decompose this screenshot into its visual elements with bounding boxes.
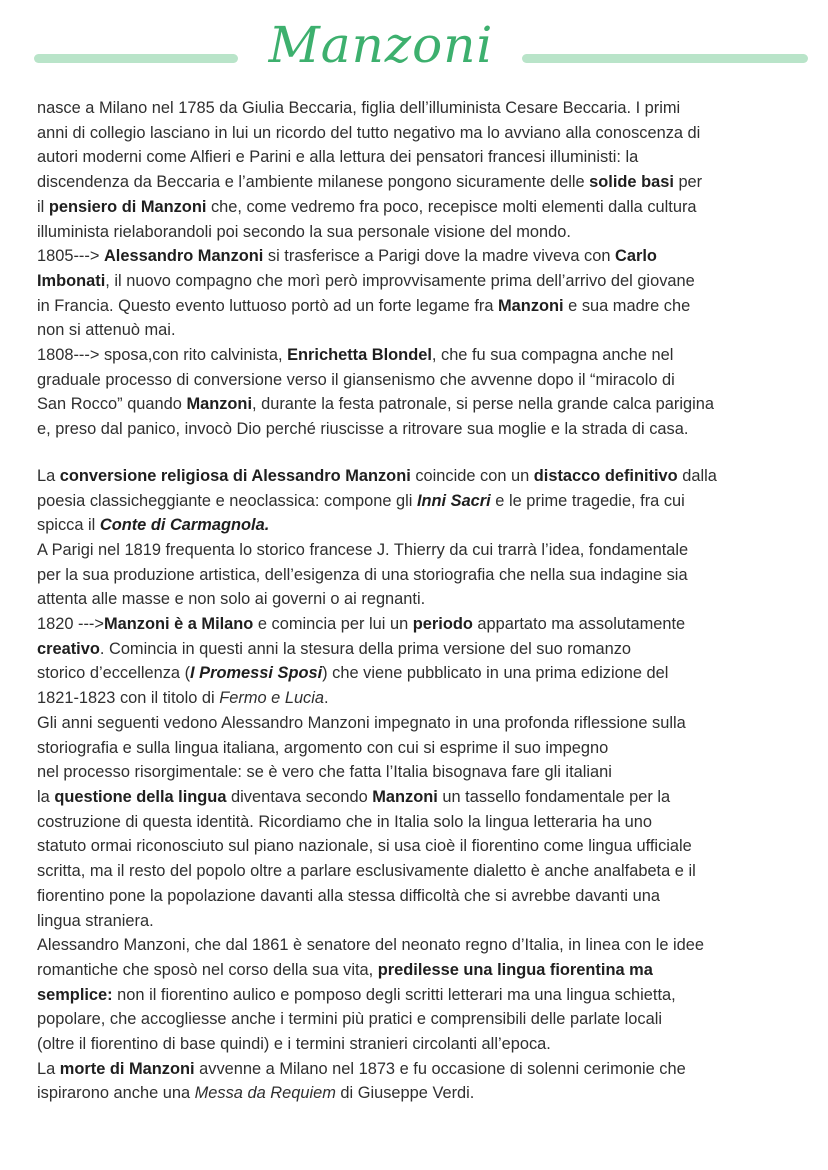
body-text: e le prime tragedie, fra cui [490,491,685,510]
body-text: di Giuseppe Verdi. [335,1084,475,1103]
body-text: costruzione di questa identità. Ricordiamo che in Italia solo la lingua letteraria ha uno [37,812,653,831]
body-text: Alessandro Manzoni, che dal 1861 è senatore del neonato regno d’Italia, in linea con le idee [37,936,705,955]
emphasis-text: periodo [412,615,473,634]
text-line [37,1057,797,1082]
body-text: il [37,197,49,216]
text-line [37,294,797,319]
body-text: dalla [677,466,717,485]
text-line [37,958,797,983]
emphasis-text: morte di Manzoni [59,1059,195,1078]
body-text: storico d’eccellenza ( [37,664,191,683]
body-text: San Rocco” quando [37,395,187,414]
body-text: per [673,173,703,192]
text-line [37,343,797,368]
text-line [37,785,797,810]
body-text: in Francia. Questo evento luttuoso portò ad un forte legame fra [37,296,499,315]
emphasis-text: Manzoni [186,395,252,414]
body-text: illuminista rielaborandoli poi secondo la sua personale visione del mondo. [37,222,571,241]
emphasis-text: Alessandro Manzoni [103,247,264,266]
header-rule-right [522,54,808,63]
text-line [37,859,797,884]
body-text: un tassello fondamentale per la [437,787,671,806]
page-header [0,16,828,92]
paragraph-gap [37,442,797,464]
text-line [37,909,797,934]
body-text: statuto ormai riconosciuto sul piano nazionale, si usa cioè il fiorentino come lingua ufficiale [37,837,692,856]
text-line [37,195,797,220]
italic-text: Fermo e Lucia [219,689,325,708]
text-line [37,1007,797,1032]
text-line [37,563,797,588]
text-line [37,220,797,245]
body-text: la [37,787,55,806]
text-line [37,884,797,909]
body-text: ispirarono anche una [37,1084,195,1103]
text-line [37,983,797,1008]
emphasis-text: Enrichetta Blondel [287,346,432,365]
body-text: popolare, che accogliesse anche i termini più pratici e comprensibili delle parlate locali [37,1010,662,1029]
body-text: , durante la festa patronale, si perse nella grande calca parigina [252,395,714,414]
body-text: fiorentino pone la popolazione davanti alla stessa difficoltà che si avrebbe davanti una [37,886,660,905]
body-text: 1820 ---> [37,615,104,634]
emphasis-text: semplice: [37,985,113,1004]
body-text: appartato ma assolutamente [472,615,686,634]
body-text: La [37,1059,60,1078]
body-text: e sua madre che [563,296,691,315]
body-text: anni di collegio lasciano in lui un ricordo del tutto negativo ma lo avviano alla conoscenza di [37,123,701,142]
text-line [37,538,797,563]
emphasis-text: I Promessi Sposi [190,664,323,683]
body-text: non il fiorentino aulico e pomposo degli scritti letterari ma una lingua schietta, [112,985,676,1004]
text-line [37,587,797,612]
body-text: attenta alle masse e non solo ai governi o ai regnanti. [37,590,426,609]
emphasis-text: Carlo [615,247,657,266]
emphasis-text: Manzoni [498,296,564,315]
body-text: graduale processo di conversione verso il giansenismo che avvenne dopo il “miracolo di [37,370,675,389]
body-text: La [37,466,60,485]
body-text: non si attenuò mai. [37,321,176,340]
body-text: romantiche che sposò nel corso della sua vita, [37,960,378,979]
body-text: , che fu sua compagna anche nel [431,346,674,365]
text-line [37,834,797,859]
text-line [37,933,797,958]
text-line [37,244,797,269]
text-line [37,368,797,393]
body-text: autori moderni come Alfieri e Parini e alla lettura dei pensatori francesi illuministi: la [37,148,639,167]
body-text: e, preso dal panico, invocò Dio perché riuscisse a ritrovare sua moglie e la strada di casa. [37,420,689,439]
emphasis-text: distacco definitivo [533,466,678,485]
emphasis-text: Imbonati [37,271,106,290]
text-line [37,392,797,417]
body-text: si trasferisce a Parigi dove la madre viveva con [263,247,615,266]
body-text: e comincia per lui un [253,615,413,634]
body-text: . Comincia in questi anni la stesura della prima versione del suo romanzo [99,639,632,658]
body-text: ) che viene pubblicato in una prima edizione del [322,664,669,683]
body-text: Gli anni seguenti vedono Alessandro Manzoni impegnato in una profonda riflessione sulla [37,713,686,732]
emphasis-text: Conte di Carmagnola. [99,516,270,535]
text-line [37,661,797,686]
text-line [37,612,797,637]
body-text: scritta, ma il resto del popolo oltre a parlare esclusivamente dialetto è anche analfabeta e il [37,862,696,881]
text-line [37,489,797,514]
text-line [37,1081,797,1106]
emphasis-text: creativo [37,639,100,658]
emphasis-text: Manzoni è a Milano [103,615,254,634]
body-text: lingua straniera. [37,911,154,930]
body-text: per la sua produzione artistica, dell’esigenza di una storiografia che nella sua indagine sia [37,565,688,584]
text-line [37,96,797,121]
body-text: nasce a Milano nel 1785 da Giulia Beccaria, figlia dell’illuminista Cesare Beccaria. I primi [37,99,681,117]
text-line [37,145,797,170]
text-line [37,711,797,736]
body-text: . [324,689,329,708]
text-line [37,417,797,442]
emphasis-text: predilesse una lingua fiorentina ma [377,960,653,979]
body-text: spicca il [37,516,100,535]
body-text: (oltre il fiorentino di base quindi) e i termini stranieri circolanti all’epoca. [37,1035,551,1054]
text-line [37,637,797,662]
text-line [37,318,797,343]
body-text: 1805---> [37,247,104,266]
emphasis-text: questione della lingua [54,787,227,806]
text-line [37,170,797,195]
text-line [37,1032,797,1057]
emphasis-text: Inni Sacri [416,491,491,510]
text-line [37,121,797,146]
text-line [37,736,797,761]
header-rule-left [34,54,238,63]
italic-text: Messa da Requiem [194,1084,336,1103]
body-text: che, come vedremo fra poco, recepisce molti elementi dalla cultura [206,197,697,216]
emphasis-text: Manzoni [372,787,438,806]
text-line [37,760,797,785]
emphasis-text: conversione religiosa di Alessandro Manzoni [59,466,411,485]
page-title: Manzoni [268,16,494,74]
body-text: coincide con un [410,466,534,485]
emphasis-text: pensiero di Manzoni [48,197,207,216]
text-line [37,810,797,835]
body-text: 1808---> sposa,con rito calvinista, [37,346,288,365]
body-text: avvenne a Milano nel 1873 e fu occasione di solenni cerimonie che [194,1059,686,1078]
text-line [37,464,797,489]
document-body [37,96,797,1106]
body-text: discendenza da Beccaria e l’ambiente milanese pongono sicuramente delle [37,173,590,192]
body-text: diventava secondo [226,787,373,806]
body-text: storiografia e sulla lingua italiana, argomento con cui si esprime il suo impegno [37,738,609,757]
body-text: 1821-1823 con il titolo di [37,689,220,708]
body-text: poesia classicheggiante e neoclassica: compone gli [37,491,417,510]
body-text: nel processo risorgimentale: se è vero che fatta l’Italia bisognava fare gli italiani [37,763,612,782]
body-text: A Parigi nel 1819 frequenta lo storico francese J. Thierry da cui trarrà l’idea, fondamentale [37,540,689,559]
text-line [37,513,797,538]
text-line [37,686,797,711]
text-line [37,269,797,294]
body-text: , il nuovo compagno che morì però improvvisamente prima dell’arrivo del giovane [105,271,695,290]
emphasis-text: solide basi [589,173,674,192]
